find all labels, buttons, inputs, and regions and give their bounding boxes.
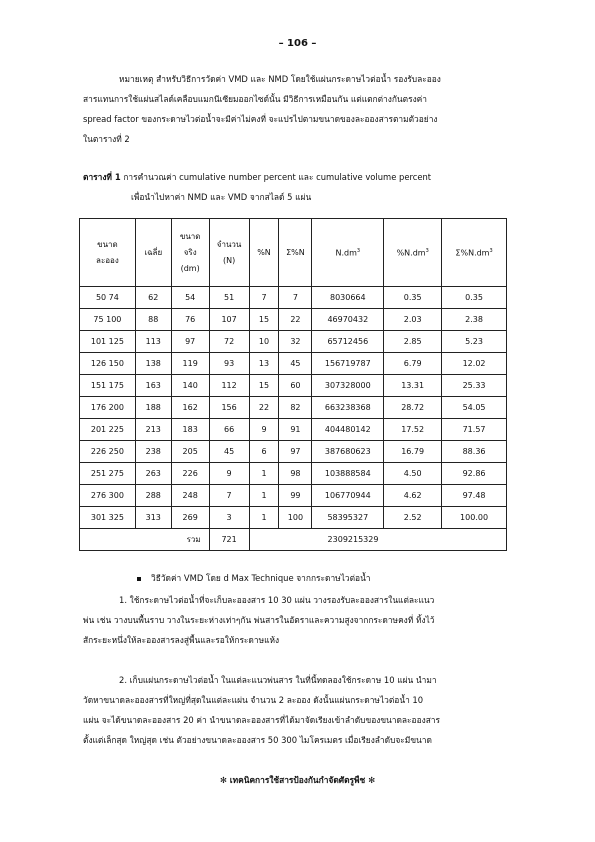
header-mean: เฉลี่ย [135,219,171,287]
cell-pct-n-dm3: 6.79 [384,353,442,375]
header-count: จำนวน (N) [209,219,249,287]
cell-count: 156 [209,397,249,419]
cell-cum-pct-n-dm3: 25.33 [442,375,507,397]
cell-pct-n: 1 [249,507,279,529]
table-caption-label: ตารางที่ 1 [83,172,121,182]
cell-mean: 62 [135,287,171,309]
cell-count: 51 [209,287,249,309]
cell-real-size: 248 [171,485,209,507]
cell-n-dm3: 404480142 [312,419,384,441]
cell-cum-pct-n: 99 [279,485,312,507]
cell-size-range: 226 250 [80,441,136,463]
step2-line: วัดหาขนาดละอองสารที่ใหญ่ที่สุดในแต่ละแผ่น จำนวน 2 ละออง ดังนั้นแผ่นกระดาษไวต่อน้ำ 10 [83,695,424,705]
step2-line: ตั้งแต่เล็กสุด ใหญ่สุด เช่น ตัวอย่างขนาดละอองสาร 50 300 ไมโครเมตร เมื่อเรียงลำดับจะมีขนาด [83,735,432,745]
cell-cum-pct-n: 60 [279,375,312,397]
cell-pct-n-dm3: 4.50 [384,463,442,485]
cell-cum-pct-n: 45 [279,353,312,375]
cell-real-size: 183 [171,419,209,441]
header-n-dm3: $N.dm^3$ [312,219,384,287]
note-line: หมายเหตุ สำหรับวิธีการวัดค่า VMD และ NMD โดยใช้แผ่นกระดาษไวต่อน้ำ รองรับละออง [119,74,441,84]
table-row [80,507,507,529]
table-total-row [80,529,507,551]
cell-size-range: 50 74 [80,287,136,309]
cell-real-size: 162 [171,397,209,419]
cell-cum-pct-n: 98 [279,463,312,485]
header-cum-pct-n-dm3: $\Sigma\%N.dm^3$ [442,219,507,287]
cell-count: 72 [209,331,249,353]
cell-n-dm3: 307328000 [312,375,384,397]
cell-pct-n: 1 [249,485,279,507]
table-row [80,485,507,507]
cell-real-size: 226 [171,463,209,485]
step2-paragraph [83,670,513,750]
cell-count: 9 [209,463,249,485]
cell-pct-n: 1 [249,463,279,485]
table-row [80,397,507,419]
total-count: 721 [209,529,249,551]
cell-pct-n-dm3: 17.52 [384,419,442,441]
header-pct-n: %N [249,219,279,287]
cell-count: 93 [209,353,249,375]
cell-cum-pct-n-dm3: 97.48 [442,485,507,507]
header-cum-pct-n: Σ%N [279,219,312,287]
cell-count: 66 [209,419,249,441]
cell-pct-n: 22 [249,397,279,419]
table-row [80,331,507,353]
table-row [80,353,507,375]
cell-size-range: 151 175 [80,375,136,397]
section-heading-text: วิธีวัดค่า VMD โดย d Max Technique จากกระดาษไวต่อน้ำ [151,573,371,583]
note-paragraph [83,69,513,149]
table-header-row [80,219,507,287]
table-caption [83,167,523,207]
cell-pct-n: 10 [249,331,279,353]
cell-count: 7 [209,485,249,507]
cell-size-range: 101 125 [80,331,136,353]
total-n-dm3: 2309215329 [249,529,506,551]
cell-size-range: 75 100 [80,309,136,331]
page-number: – 106 – [278,38,317,49]
cell-mean: 188 [135,397,171,419]
cell-pct-n: 6 [249,441,279,463]
cell-pct-n-dm3: 4.62 [384,485,442,507]
table-row [80,375,507,397]
cell-cum-pct-n: 32 [279,331,312,353]
header-real-size: ขนาด จริง (dm) [171,219,209,287]
cell-size-range: 276 300 [80,485,136,507]
note-line: spread factor ของกระดาษไวต่อน้ำจะมีค่าไม่คงที่ จะแปรไปตามขนาดของละอองสารตามตัวอย่าง [83,114,438,124]
cell-real-size: 119 [171,353,209,375]
cell-pct-n-dm3: 2.52 [384,507,442,529]
cell-n-dm3: 387680623 [312,441,384,463]
cell-pct-n-dm3: 13.31 [384,375,442,397]
step1-line: พ่น เช่น วางบนพื้นราบ วางในระยะห่างเท่าๆกัน พ่นสารในอัตราและความสูงจากกระดาษคงที่ ทิ้งไว้ [83,615,435,625]
cell-cum-pct-n-dm3: 71.57 [442,419,507,441]
data-table [79,218,507,551]
cell-pct-n-dm3: 28.72 [384,397,442,419]
cell-real-size: 205 [171,441,209,463]
cell-mean: 88 [135,309,171,331]
cell-real-size: 54 [171,287,209,309]
bullet-icon [137,577,141,581]
cell-n-dm3: 65712456 [312,331,384,353]
cell-n-dm3: 663238368 [312,397,384,419]
cell-size-range: 301 325 [80,507,136,529]
cell-cum-pct-n-dm3: 5.23 [442,331,507,353]
cell-cum-pct-n: 97 [279,441,312,463]
header-size-range: ขนาด ละออง [80,219,136,287]
cell-pct-n: 7 [249,287,279,309]
table-row [80,309,507,331]
cell-pct-n-dm3: 0.35 [384,287,442,309]
cell-count: 45 [209,441,249,463]
table-caption-text-line2: เพื่อนำไปหาค่า NMD และ VMD จากสไลด์ 5 แผ่น [131,192,312,202]
cell-size-range: 201 225 [80,419,136,441]
cell-count: 3 [209,507,249,529]
cell-cum-pct-n: 7 [279,287,312,309]
cell-real-size: 97 [171,331,209,353]
cell-mean: 138 [135,353,171,375]
cell-mean: 288 [135,485,171,507]
cell-cum-pct-n-dm3: 88.36 [442,441,507,463]
cell-n-dm3: 58395327 [312,507,384,529]
cell-pct-n: 15 [249,309,279,331]
section-heading [137,571,371,585]
cell-size-range: 176 200 [80,397,136,419]
cell-cum-pct-n-dm3: 2.38 [442,309,507,331]
cell-pct-n-dm3: 2.03 [384,309,442,331]
cell-real-size: 76 [171,309,209,331]
cell-cum-pct-n-dm3: 12.02 [442,353,507,375]
cell-n-dm3: 103888584 [312,463,384,485]
cell-cum-pct-n: 82 [279,397,312,419]
cell-n-dm3: 156719787 [312,353,384,375]
cell-size-range: 126 150 [80,353,136,375]
total-label: รวม [80,529,210,551]
table-row [80,419,507,441]
table-row [80,441,507,463]
cell-cum-pct-n-dm3: 0.35 [442,287,507,309]
cell-count: 112 [209,375,249,397]
cell-real-size: 269 [171,507,209,529]
cell-cum-pct-n-dm3: 100.00 [442,507,507,529]
cell-count: 107 [209,309,249,331]
cell-n-dm3: 8030664 [312,287,384,309]
cell-cum-pct-n: 100 [279,507,312,529]
cell-mean: 213 [135,419,171,441]
cell-real-size: 140 [171,375,209,397]
cell-size-range: 251 275 [80,463,136,485]
step2-line: แผ่น จะได้ขนาดละอองสาร 20 ค่า นำขนาดละอองสารที่ได้มาจัดเรียงเข้าลำดับของขนาดละอองสาร [83,715,441,725]
step2-line: 2. เก็บแผ่นกระดาษไวต่อน้ำ ในแต่ละแนวพ่นสาร ในที่นี้ทดลองใช้กระดาษ 10 แผ่น นำมา [119,675,437,685]
step1-line: 1. ใช้กระดาษไวต่อน้ำที่จะเก็บละอองสาร 10 30 แผ่น วางรองรับละอองสารในแต่ละแนว [119,595,435,605]
cell-pct-n-dm3: 16.79 [384,441,442,463]
cell-mean: 163 [135,375,171,397]
cell-n-dm3: 106770944 [312,485,384,507]
note-line: ในตารางที่ 2 [83,134,130,144]
step1-paragraph [83,590,513,650]
cell-n-dm3: 46970432 [312,309,384,331]
cell-pct-n: 15 [249,375,279,397]
cell-pct-n: 9 [249,419,279,441]
table-row [80,287,507,309]
cell-cum-pct-n: 22 [279,309,312,331]
table-caption-text: การคำนวณค่า cumulative number percent และ cumulative volume percent [120,172,432,182]
cell-mean: 263 [135,463,171,485]
cell-mean: 113 [135,331,171,353]
cell-mean: 313 [135,507,171,529]
cell-cum-pct-n: 91 [279,419,312,441]
table-row [80,463,507,485]
cell-pct-n-dm3: 2.85 [384,331,442,353]
page-footer: ✻ เทคนิคการใช้สารป้องกันกำจัดศัตรูพืช ✻ [219,775,376,785]
cell-mean: 238 [135,441,171,463]
header-pct-n-dm3: $\%N.dm^3$ [384,219,442,287]
step1-line: สักระยะหนึ่งให้ละอองสารลงสู่พื้นและรอให้กระดาษแห้ง [83,635,280,645]
note-line: สารแทนการใช้แผ่นสไลด์เคลือบแมกนีเซียมออกไซด์นั้น มีวิธีการเหมือนกัน แต่แตกต่างกันตรงค่า [83,94,427,104]
cell-cum-pct-n-dm3: 54.05 [442,397,507,419]
cell-cum-pct-n-dm3: 92.86 [442,463,507,485]
cell-pct-n: 13 [249,353,279,375]
